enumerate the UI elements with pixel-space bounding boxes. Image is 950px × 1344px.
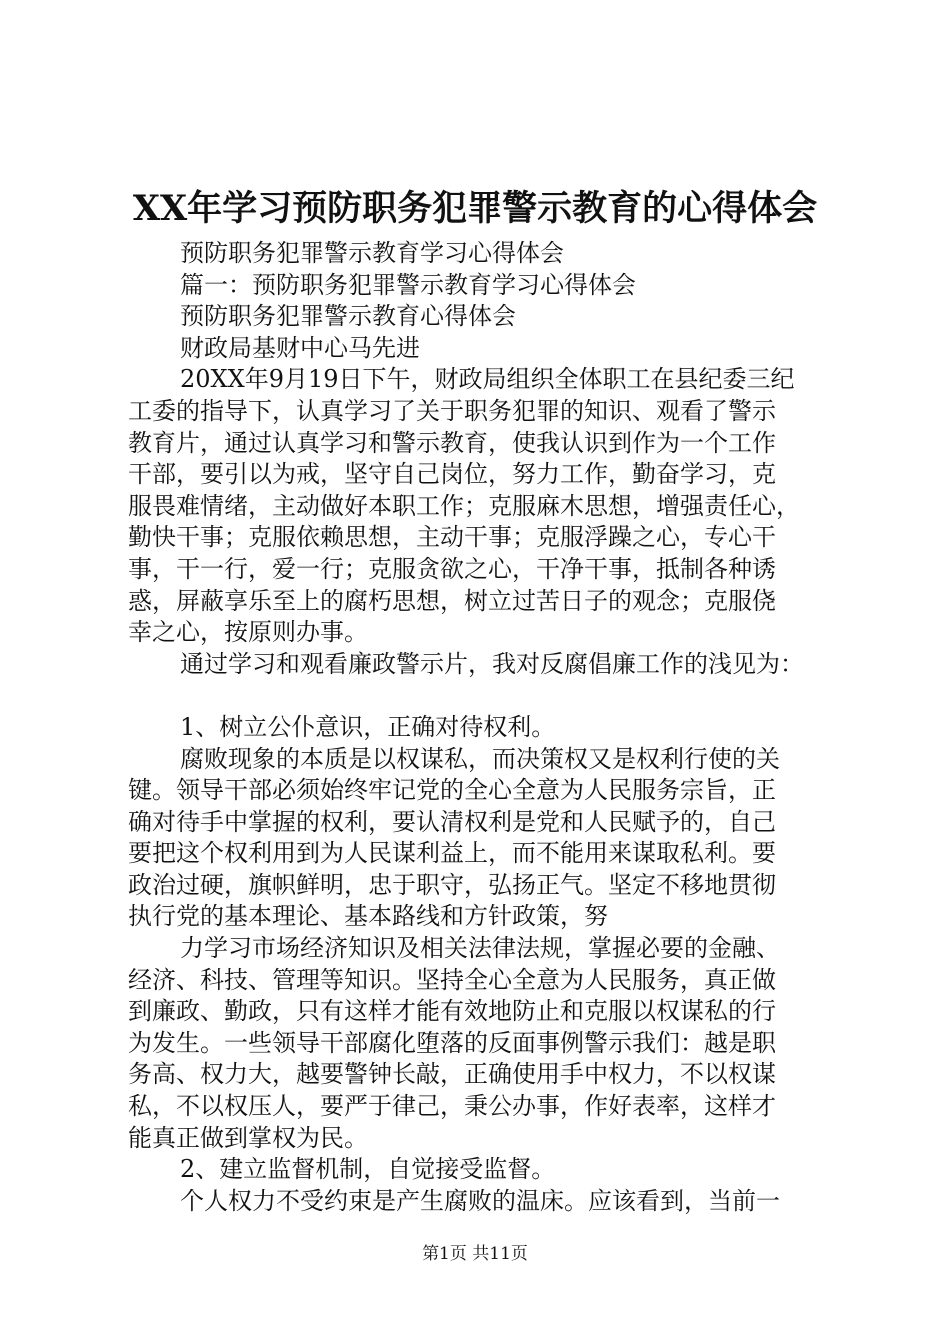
document-body — [128, 238, 828, 1217]
paragraph-gap — [128, 680, 828, 712]
text-line: 经济、科技、管理等知识。坚持全心全意为人民服务，真正做 — [128, 965, 776, 994]
text-line: 要把这个权利用到为人民谋利益上，而不能用来谋取私利。要 — [128, 839, 776, 868]
text-line: 执行党的基本理论、基本路线和方针政策，努 — [128, 902, 608, 931]
text-line: 确对待手中掌握的权利，要认清权利是党和人民赋予的，自己 — [128, 807, 776, 836]
text-line: 政治过硬，旗帜鲜明，忠于职守，弘扬正气。坚定不移地贯彻 — [128, 870, 776, 899]
text-line: 幸之心，按原则办事。 — [128, 618, 368, 647]
text-line: 篇一：预防职务犯罪警示教育学习心得体会 — [180, 270, 636, 299]
text-line: 腐败现象的本质是以权谋私，而决策权又是权利行使的关 — [180, 744, 780, 773]
text-line: 键。领导干部必须始终牢记党的全心全意为人民服务宗旨，正 — [128, 776, 776, 805]
text-line: 能真正做到掌权为民。 — [128, 1123, 368, 1152]
text-line: 务高、权力大，越要警钟长敲，正确使用手中权力，不以权谋 — [128, 1060, 776, 1089]
text-line: 预防职务犯罪警示教育心得体会 — [180, 302, 516, 331]
page-number-footer: 第1页 共11页 — [422, 1244, 528, 1264]
text-line: 教育片，通过认真学习和警示教育，使我认识到作为一个工作 — [128, 428, 776, 457]
text-line: 1、树立公仆意识，正确对待权利。 — [180, 712, 556, 741]
text-line: 2、建立监督机制，自觉接受监督。 — [180, 1155, 556, 1184]
text-line: 干部，要引以为戒，坚守自己岗位，努力工作，勤奋学习，克 — [128, 460, 776, 489]
text-line: 预防职务犯罪警示教育学习心得体会 — [180, 239, 564, 267]
text-line: 私，不以权压人，要严于律己，秉公办事，作好表率，这样才 — [128, 1092, 776, 1121]
text-line: 财政局基财中心马先进 — [180, 333, 420, 362]
text-line: 惑，屏蔽享乐至上的腐朽思想，树立过苦日子的观念；克服侥 — [128, 586, 776, 615]
text-line: 为发生。一些领导干部腐化堕落的反面事例警示我们：越是职 — [128, 1028, 776, 1057]
text-line: 20XX年9月19日下午，财政局组织全体职工在县纪委三纪 — [180, 365, 795, 394]
text-line: 勤快干事；克服依赖思想，主动干事；克服浮躁之心，专心干 — [128, 523, 776, 552]
text-line: 个人权力不受约束是产生腐败的温床。应该看到，当前一 — [180, 1186, 780, 1215]
document-title: XX年学习预防职务犯罪警示教育的心得体会 — [132, 188, 818, 229]
text-line: 事，干一行，爱一行；克服贪欲之心，干净干事，抵制各种诱 — [128, 554, 776, 583]
text-line: 工委的指导下，认真学习了关于职务犯罪的知识、观看了警示 — [128, 396, 776, 425]
text-line: 到廉政、勤政，只有这样才能有效地防止和克服以权谋私的行 — [128, 997, 776, 1026]
text-line: 通过学习和观看廉政警示片，我对反腐倡廉工作的浅见为： — [180, 649, 804, 678]
text-line: 力学习市场经济知识及相关法律法规，掌握必要的金融、 — [180, 934, 780, 963]
text-line: 服畏难情绪，主动做好本职工作；克服麻木思想，增强责任心， — [128, 491, 800, 520]
